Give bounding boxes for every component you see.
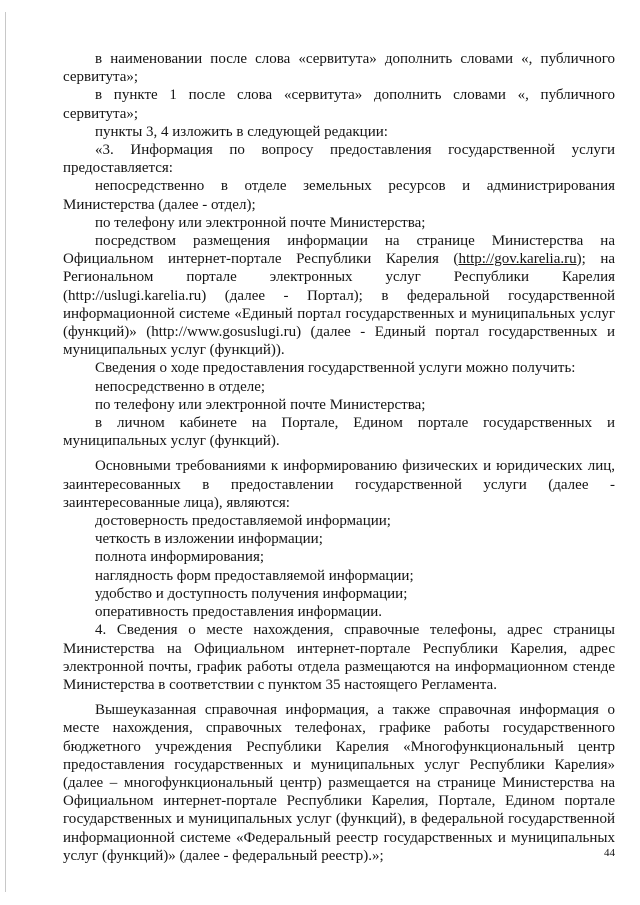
paragraph-1: в наименовании после слова «сервитута» дополнить словами «, публичного сервитута»; xyxy=(63,51,615,86)
paragraph-4: «3. Информация по вопросу предоставления государственной услуги предоставляется: xyxy=(63,142,615,177)
paragraph-16: наглядность форм предоставляемой информации; xyxy=(95,567,414,584)
gov-karelia-link[interactable]: http://gov.karelia.ru xyxy=(458,251,577,268)
paragraph-14: четкость в изложении информации; xyxy=(95,531,323,548)
paragraph-6: по телефону или электронной почте Министерства; xyxy=(95,214,426,231)
paragraph-3: пункты 3, 4 изложить в следующей редакции: xyxy=(95,123,388,140)
page-number: 44 xyxy=(604,847,615,859)
paragraph-7-end: ); на Региональном портале электронных услуг Республики Карелия (http://uslugi.karelia.ru) (далее - Портал); в федеральной государственной информационной системе «Единый портал государственных и муниципальных услуг (функций)» (http://www.gosuslugi.ru) (далее - Единый портал государственных и муниципальных услуг (функций)). xyxy=(63,251,615,359)
scan-margin-line xyxy=(5,12,6,892)
paragraph-13: достоверность предоставляемой информации; xyxy=(95,513,391,530)
paragraph-2: в пункте 1 после слова «сервитута» дополнить словами «, публичного сервитута»; xyxy=(63,87,615,122)
paragraph-5: непосредственно в отделе земельных ресурсов и администрирования Министерства (далее - отдел); xyxy=(63,178,615,213)
paragraph-17: удобство и доступность получения информации; xyxy=(95,585,408,602)
paragraph-15: полнота информирования; xyxy=(95,549,265,566)
paragraph-12: Основными требованиями к информированию физических и юридических лиц, заинтересованных в предоставлении государственной услуги (далее - заинтересованные лица), являются: xyxy=(63,458,615,511)
paragraph-18: оперативность предоставления информации. xyxy=(95,604,383,621)
paragraph-7 xyxy=(63,232,615,359)
paragraph-10: по телефону или электронной почте Министерства; xyxy=(95,396,426,413)
paragraph-9: непосредственно в отделе; xyxy=(95,378,266,395)
paragraph-20: Вышеуказанная справочная информация, а также справочная информация о месте нахождения, справочных телефонах, графике работы государственного бюджетного учреждения Республики Карелия «Многофункциональный центр предоставления государственных и муниципальных услуг Республики Карелия» (далее – многофункциональный центр) размещается на странице Министерства на Официальном интернет-портале Республики Карелия, Портале, Едином портале государственных и муниципальных услуг (функций), в федеральной государственной информационной системе «Федеральный реестр государственных и муниципальных услуг (функций)» (далее - федеральный реестр).»; xyxy=(63,702,615,864)
paragraph-7-start: посредством размещения информации на странице Министерства на Официальном интернет-портале Республики Карелия ( xyxy=(63,233,615,268)
paragraph-8: Сведения о ходе предоставления государственной услуги можно получить: xyxy=(95,360,576,377)
paragraph-19: 4. Сведения о месте нахождения, справочные телефоны, адрес страницы Министерства на Официальном интернет-портале Республики Карелия, адрес электронной почты, график работы отдела размещаются на информационном стенде Министерства в соответствии с пунктом 35 настоящего Регламента. xyxy=(63,622,615,693)
paragraph-11: в личном кабинете на Портале, Едином портале государственных и муниципальных услуг (функций). xyxy=(63,415,615,450)
document-body xyxy=(63,50,615,865)
